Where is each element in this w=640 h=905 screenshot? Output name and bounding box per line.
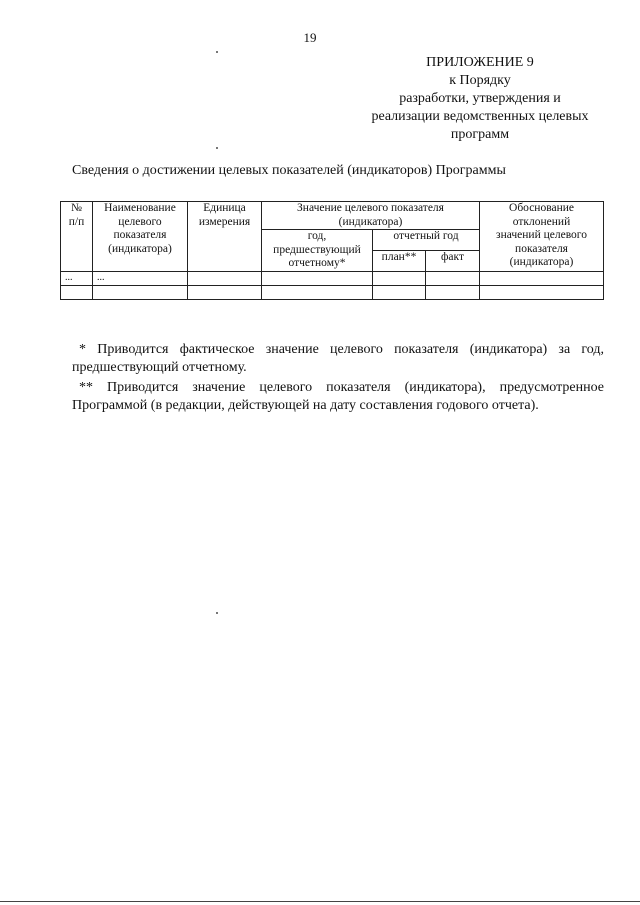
table-cell bbox=[373, 271, 426, 285]
appendix-line: к Порядку bbox=[449, 73, 511, 88]
indicators-table bbox=[60, 201, 604, 300]
table-row bbox=[61, 285, 604, 299]
header-plan: план** bbox=[373, 250, 426, 271]
header-fact: факт bbox=[426, 250, 480, 271]
scan-edge-line bbox=[0, 901, 640, 902]
table-cell bbox=[93, 285, 188, 299]
page-number: 19 bbox=[303, 30, 317, 45]
document-title: Сведения о достижении целевых показателей (индикаторов) Программы bbox=[72, 163, 506, 178]
header-indicator-name: Наименование целевого показателя (индикатора) bbox=[93, 202, 188, 272]
footnote: ** Приводится значение целевого показателя (индикатора), предусмотренное Программой (в редакции, действующей на дату составления годового отчета). bbox=[72, 380, 604, 413]
header-unit: Единица измерения bbox=[188, 202, 262, 272]
table-cell bbox=[426, 285, 480, 299]
table-cell bbox=[262, 285, 373, 299]
table-cell bbox=[262, 271, 373, 285]
scan-speck bbox=[216, 51, 218, 53]
header-prev-year: год, предшествующий отчетному* bbox=[262, 230, 373, 272]
footnotes bbox=[72, 341, 604, 417]
table-cell: ... bbox=[93, 271, 188, 285]
table-cell bbox=[480, 285, 604, 299]
table-cell bbox=[188, 271, 262, 285]
header-value-group: Значение целевого показателя (индикатора) bbox=[262, 202, 480, 230]
table-row bbox=[61, 271, 604, 285]
table-cell: ... bbox=[61, 271, 93, 285]
appendix-line: разработки, утверждения и bbox=[399, 91, 561, 106]
scan-speck bbox=[216, 147, 218, 149]
header-justification: Обоснование отклонений значений целевого показателя (индикатора) bbox=[480, 202, 604, 272]
table-cell bbox=[373, 285, 426, 299]
scan-speck bbox=[216, 612, 218, 614]
table-cell bbox=[61, 285, 93, 299]
appendix-heading bbox=[360, 54, 600, 144]
table-cell bbox=[426, 271, 480, 285]
table-cell bbox=[188, 285, 262, 299]
appendix-line: реализации ведомственных целевых bbox=[371, 109, 589, 124]
table-cell bbox=[480, 271, 604, 285]
appendix-line: программ bbox=[450, 127, 510, 142]
header-num: № п/п bbox=[61, 202, 93, 272]
header-report-year: отчетный год bbox=[373, 230, 480, 251]
footnote: * Приводится фактическое значение целевого показателя (индикатора) за год, предшествующий отчетному. bbox=[72, 342, 604, 375]
appendix-line: ПРИЛОЖЕНИЕ 9 bbox=[426, 55, 534, 70]
